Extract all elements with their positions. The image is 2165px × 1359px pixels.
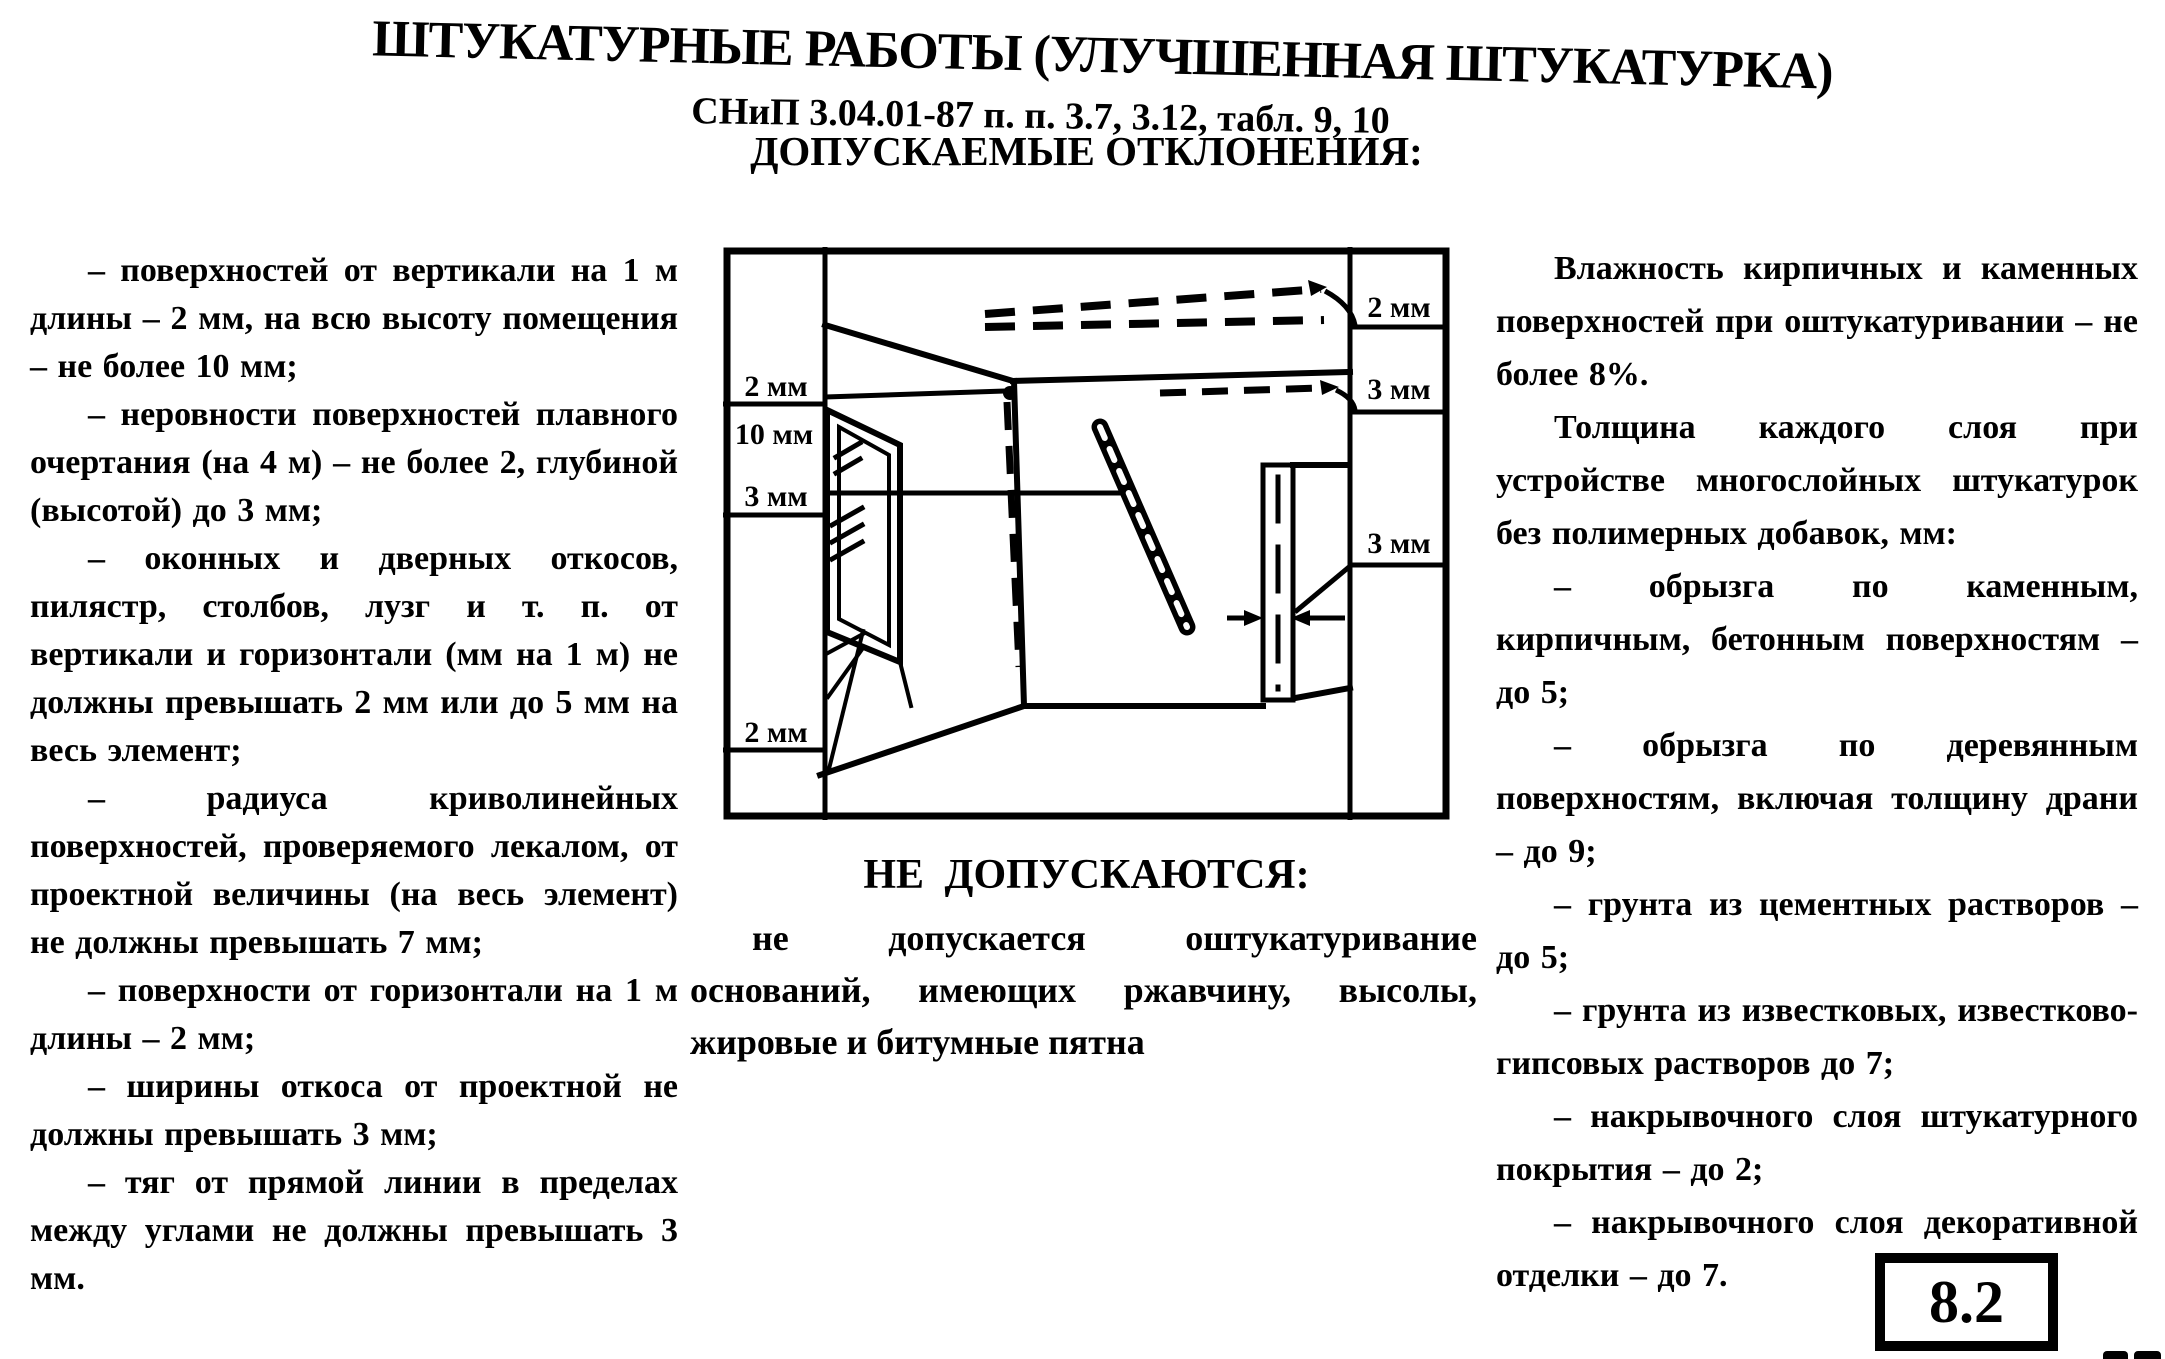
corner-dot — [1003, 386, 1017, 400]
dim-label: 3 мм — [1367, 527, 1431, 560]
wall-deviation-dashes — [1160, 388, 1321, 393]
requirement-item: Влажность кирпичных и каменных поверхностей при оштукатуривании – не более 8%. — [1496, 250, 2138, 393]
tolerance-item: – поверхностей от вертикали на 1 м длины – 2 мм, на всю высоту помещения – не более 10 мм; — [30, 252, 678, 385]
arrowhead — [1308, 280, 1327, 296]
dim-label: 10 мм — [734, 418, 814, 451]
not-allowed-heading: НЕ ДОПУСКАЮТСЯ: — [863, 852, 1310, 898]
requirement-item: – обрызга по деревянным поверхностям, включая толщину драни – до 9; — [1496, 727, 2138, 870]
right-column-requirements — [1496, 242, 2138, 1302]
dim-label: 2 мм — [744, 716, 808, 749]
page-subtitle: СНиП 3.04.01-87 п. п. 3.7, 3.12, табл. 9, 10 — [691, 90, 1390, 142]
not-allowed-line: оснований, имеющих ржавчину, высолы, — [690, 970, 1477, 1010]
requirement-item: – накрывочного слоя штукатурного покрытия – до 2; — [1496, 1098, 2138, 1188]
section-badge — [1875, 1253, 2058, 1351]
window — [826, 410, 911, 769]
section-badge-number: 8.2 — [1929, 1268, 2004, 1335]
allowed-deviations-heading: ДОПУСКАЕМЫЕ ОТКЛОНЕНИЯ: — [750, 128, 1423, 174]
straightedge-rule — [1100, 427, 1187, 627]
leader-to-lower-right-3mm — [1295, 567, 1349, 612]
page-title: ШТУКАТУРНЫЕ РАБОТЫ (УЛУЧШЕННАЯ ШТУКАТУРКА) — [371, 10, 1834, 101]
requirement-item: – накрывочного слоя декоративной отделки – до 7. — [1496, 1204, 2138, 1294]
tolerance-item: – оконных и дверных откосов, пилястр, столбов, лузг и т. п. от вертикали и горизонтали (мм на 1 м) не должны превышать 2 мм или до 5 мм на весь элемент; — [30, 540, 678, 769]
requirement-item: – грунта из известковых, известково-гипсовых растворов до 7; — [1496, 992, 2138, 1082]
not-allowed-line: не допускается оштукатуривание — [752, 918, 1477, 958]
deviations-diagram — [723, 247, 1450, 820]
requirement-item: – грунта из цементных растворов – до 5; — [1496, 886, 2138, 976]
dim-label: 3 мм — [1367, 373, 1431, 406]
ceiling-deviation-dashes — [985, 289, 1324, 327]
tolerance-item: – неровности поверхностей плавного очертания (на 4 м) – не более 2, глубиной (высотой) до 3 мм; — [30, 396, 678, 529]
tolerance-item: – тяг от прямой линии в пределах между углами не должны превышать 3 мм. — [30, 1164, 678, 1297]
requirement-item: – обрызга по каменным, кирпичным, бетонным поверхностям – до 5; — [1496, 568, 2138, 711]
tolerance-item: – ширины откоса от проектной не должны превышать 3 мм; — [30, 1068, 678, 1153]
partial-glyph-mark — [2103, 1351, 2128, 1359]
door-frame — [1263, 465, 1347, 700]
tolerance-item: – поверхности от горизонтали на 1 м длины – 2 мм; — [30, 972, 678, 1057]
partial-page-number — [2103, 1351, 2163, 1359]
not-allowed-line: жировые и битумные пятна — [690, 1022, 1145, 1062]
dim-label: 3 мм — [744, 480, 808, 513]
not-allowed-text — [690, 912, 1477, 1068]
leader-from-left-2mm — [825, 391, 1005, 397]
left-column-tolerances — [30, 247, 678, 1303]
dim-label: 2 мм — [1367, 291, 1431, 324]
partial-glyph-mark — [2134, 1351, 2161, 1359]
dim-label: 2 мм — [744, 370, 808, 403]
tolerance-item: – радиуса криволинейных поверхностей, проверяемого лекалом, от проектной величины (на весь элемент) не должны превышать 7 мм; — [30, 780, 678, 961]
requirement-item: Толщина каждого слоя при устройстве многослойных штукатурок без полимерных добавок, мм: — [1496, 409, 2138, 552]
